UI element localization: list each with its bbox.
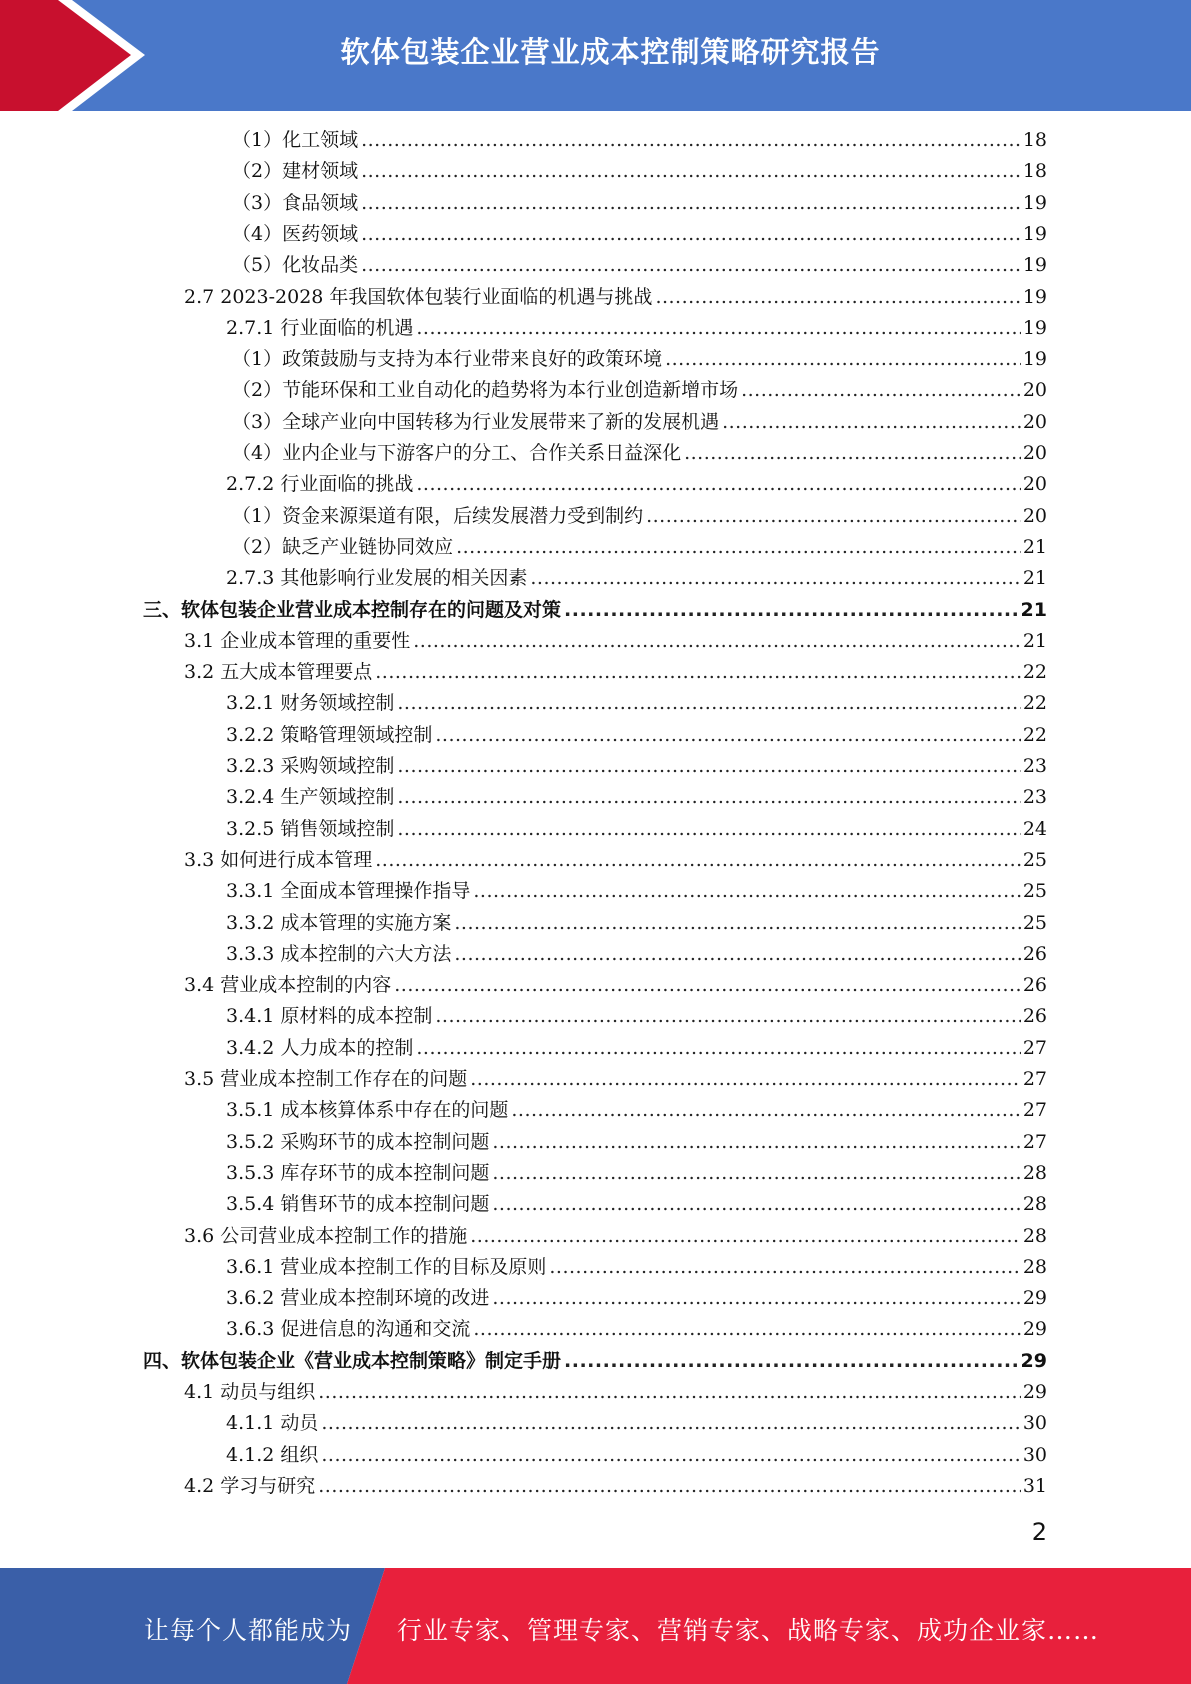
- toc-entry-label: 3.3.1 全面成本管理操作指导: [226, 880, 471, 903]
- toc-entry-label: 三、软体包装企业营业成本控制存在的问题及对策: [143, 598, 562, 621]
- toc-dot-leader: [394, 970, 1021, 1001]
- toc-entry[interactable]: [226, 1127, 1047, 1158]
- toc-entry-label: 4.1.2 组织: [226, 1443, 319, 1466]
- toc-entry-label: 2.7.2 行业面临的挑战: [226, 473, 414, 496]
- toc-entry-page: 30: [1022, 1443, 1047, 1466]
- toc-entry-label: 4.2 学习与研究: [184, 1474, 316, 1497]
- toc-entry-page: 27: [1022, 1068, 1047, 1090]
- toc-entry-label: 2.7.1 行业面临的机遇: [226, 316, 414, 339]
- toc-entry[interactable]: [226, 939, 1047, 970]
- toc-entry-label: 4.1.1 动员: [226, 1412, 319, 1435]
- toc-entry-label: 3.6.3 促进信息的沟通和交流: [226, 1318, 471, 1341]
- toc-entry-page: 19: [1022, 191, 1047, 214]
- toc-entry-label: 3.2.2 策略管理领域控制: [226, 723, 433, 746]
- toc-entry-page: 21: [1022, 535, 1047, 558]
- toc-entry-label: 3.6.1 营业成本控制工作的目标及原则: [226, 1255, 547, 1278]
- toc-entry-page: 20: [1022, 410, 1047, 433]
- toc-entry[interactable]: [143, 1346, 1047, 1377]
- toc-entry-label: 3.4 营业成本控制的内容: [184, 974, 392, 997]
- toc-entry-page: 19: [1022, 285, 1047, 308]
- toc-entry-page: 26: [1022, 974, 1047, 997]
- toc-entry[interactable]: [232, 188, 1047, 219]
- page-number: 2: [1031, 1518, 1047, 1546]
- toc-entry-page: 19: [1022, 316, 1047, 339]
- toc-entry[interactable]: [184, 626, 1047, 657]
- toc-entry-page: 22: [1022, 723, 1047, 746]
- toc-entry-page: 29: [1022, 1381, 1047, 1403]
- toc-entry-page: 29: [1020, 1349, 1047, 1372]
- footer-slogan-right: 行业专家、管理专家、营销专家、战略专家、成功企业家……: [397, 1616, 1100, 1645]
- toc-dot-leader: [684, 438, 1021, 469]
- toc-entry-label: 3.2.4 生产领域控制: [226, 786, 395, 809]
- toc-entry-page: 19: [1022, 348, 1047, 371]
- toc-dot-leader: [361, 250, 1021, 281]
- toc-entry[interactable]: [184, 970, 1047, 1001]
- toc-entry-label: （5）化妆品类: [232, 254, 359, 277]
- toc-dot-leader: [375, 657, 1021, 688]
- toc-entry[interactable]: [226, 1189, 1047, 1220]
- toc-dot-leader: [435, 720, 1020, 751]
- toc-entry-page: 28: [1022, 1161, 1047, 1184]
- toc-entry[interactable]: [226, 1283, 1047, 1314]
- toc-entry[interactable]: [226, 1440, 1047, 1471]
- toc-entry-label: 3.6.2 营业成本控制环境的改进: [226, 1287, 490, 1310]
- toc-entry[interactable]: [226, 1408, 1047, 1439]
- toc-dot-leader: [473, 876, 1020, 907]
- toc-dot-leader: [321, 1408, 1020, 1439]
- toc-dot-leader: [361, 156, 1021, 187]
- toc-entry-label: 3.5.2 采购环节的成本控制问题: [226, 1130, 490, 1153]
- toc-entry[interactable]: [232, 156, 1047, 187]
- toc-entry-page: 22: [1022, 661, 1047, 684]
- toc-entry-label: （2）建材领域: [232, 160, 359, 183]
- toc-entry-page: 19: [1022, 222, 1047, 245]
- toc-dot-leader: [473, 1314, 1020, 1345]
- toc-entry-label: 3.1 企业成本管理的重要性: [184, 629, 411, 652]
- toc-dot-leader: [655, 282, 1020, 313]
- toc-dot-leader: [722, 407, 1021, 438]
- toc-entry[interactable]: [226, 1095, 1047, 1126]
- toc-dot-leader: [397, 814, 1020, 845]
- toc-entry-page: 24: [1022, 817, 1047, 840]
- toc-entry-label: 3.3 如何进行成本管理: [184, 848, 373, 871]
- toc-entry-page: 28: [1022, 1193, 1047, 1216]
- toc-dot-leader: [741, 375, 1021, 406]
- toc-entry-page: 23: [1022, 786, 1047, 809]
- toc-entry-label: （4）医药领域: [232, 222, 359, 245]
- toc-entry[interactable]: [226, 876, 1047, 907]
- toc-entry-page: 18: [1022, 129, 1047, 151]
- toc-entry-label: 4.1 动员与组织: [184, 1381, 316, 1403]
- toc-entry-page: 26: [1022, 942, 1047, 965]
- toc-entry-label: （1）资金来源渠道有限，后续发展潜力受到制约: [232, 504, 644, 527]
- toc-entry-page: 22: [1022, 692, 1047, 715]
- toc-dot-leader: [361, 219, 1021, 250]
- toc-entry[interactable]: [226, 313, 1047, 344]
- toc-entry[interactable]: [226, 469, 1047, 500]
- toc-entry-label: 3.2.5 销售领域控制: [226, 817, 395, 840]
- toc-dot-leader: [413, 626, 1021, 657]
- toc-entry-page: 20: [1022, 379, 1047, 402]
- toc-entry[interactable]: [184, 1471, 1047, 1502]
- toc-dot-leader: [435, 1001, 1020, 1032]
- toc-entry[interactable]: [226, 1252, 1047, 1283]
- toc-entry[interactable]: [232, 501, 1047, 532]
- toc-entry[interactable]: [232, 438, 1047, 469]
- report-title: 软体包装企业营业成本控制策略研究报告: [340, 35, 881, 69]
- toc-entry-page: 18: [1022, 160, 1047, 183]
- toc-entry-label: 3.5 营业成本控制工作存在的问题: [184, 1068, 468, 1090]
- toc-dot-leader: [530, 563, 1020, 594]
- toc-entry-label: （2）缺乏产业链协同效应: [232, 535, 454, 558]
- toc-entry[interactable]: [226, 688, 1047, 719]
- toc-entry[interactable]: [226, 720, 1047, 751]
- toc-entry[interactable]: [232, 532, 1047, 563]
- toc-entry-label: 3.4.2 人力成本的控制: [226, 1036, 414, 1059]
- toc-entry-page: 21: [1022, 567, 1047, 590]
- toc-entry-page: 31: [1022, 1474, 1047, 1497]
- toc-entry[interactable]: [232, 219, 1047, 250]
- toc-entry-label: 3.3.2 成本管理的实施方案: [226, 911, 452, 934]
- toc-entry-label: （3）全球产业向中国转移为行业发展带来了新的发展机遇: [232, 410, 720, 433]
- toc-entry[interactable]: [226, 782, 1047, 813]
- toc-entry-page: 20: [1022, 442, 1047, 464]
- toc-entry-page: 27: [1022, 1036, 1047, 1059]
- toc-entry[interactable]: [184, 1221, 1047, 1252]
- toc-entry[interactable]: [184, 282, 1047, 313]
- toc-entry-page: 23: [1022, 755, 1047, 777]
- toc-entry-page: 29: [1022, 1287, 1047, 1310]
- toc-entry-label: 2.7.3 其他影响行业发展的相关因素: [226, 567, 528, 590]
- toc-entry[interactable]: [184, 1064, 1047, 1095]
- toc-entry-page: 21: [1022, 629, 1047, 652]
- toc-entry-label: （3）食品领域: [232, 191, 359, 214]
- toc-dot-leader: [318, 1471, 1021, 1502]
- toc-dot-leader: [564, 1346, 1019, 1377]
- toc-entry-page: 25: [1022, 880, 1047, 903]
- toc-dot-leader: [321, 1440, 1020, 1471]
- toc-dot-leader: [646, 501, 1021, 532]
- toc-entry-label: 3.5.1 成本核算体系中存在的问题: [226, 1099, 509, 1122]
- toc-entry-label: 2.7 2023-2028 年我国软体包装行业面临的机遇与挑战: [184, 285, 653, 308]
- toc-dot-leader: [492, 1127, 1020, 1158]
- toc-entry[interactable]: [226, 1158, 1047, 1189]
- toc-entry[interactable]: [232, 125, 1047, 156]
- toc-dot-leader: [511, 1095, 1020, 1126]
- toc-entry[interactable]: [232, 375, 1047, 406]
- toc-entry[interactable]: [232, 250, 1047, 281]
- toc-entry-label: 四、软体包装企业《营业成本控制策略》制定手册: [143, 1349, 562, 1372]
- toc-entry[interactable]: [226, 751, 1047, 782]
- toc-dot-leader: [361, 188, 1021, 219]
- toc-dot-leader: [456, 532, 1021, 563]
- toc-entry-page: 29: [1022, 1318, 1047, 1341]
- toc-dot-leader: [361, 125, 1021, 156]
- toc-entry-label: （1）政策鼓励与支持为本行业带来良好的政策环境: [232, 348, 663, 371]
- toc-entry[interactable]: [226, 1001, 1047, 1032]
- toc-entry-label: 3.3.3 成本控制的六大方法: [226, 942, 452, 965]
- toc-entry[interactable]: [226, 814, 1047, 845]
- toc-entry-page: 30: [1022, 1412, 1047, 1435]
- toc-entry[interactable]: [232, 344, 1047, 375]
- toc-dot-leader: [397, 782, 1020, 813]
- toc-dot-leader: [564, 595, 1019, 626]
- toc-entry-page: 20: [1022, 473, 1047, 496]
- toc-entry-page: 27: [1022, 1099, 1047, 1122]
- toc-dot-leader: [470, 1064, 1021, 1095]
- toc-entry-page: 28: [1022, 1255, 1047, 1278]
- toc-entry-label: 3.2.1 财务领域控制: [226, 692, 395, 715]
- toc-entry[interactable]: [232, 407, 1047, 438]
- toc-entry-page: 19: [1022, 254, 1047, 277]
- footer-slogan-left: 让每个人都能成为: [144, 1616, 353, 1645]
- toc-dot-leader: [416, 313, 1020, 344]
- toc-entry-label: 3.5.4 销售环节的成本控制问题: [226, 1193, 490, 1216]
- toc-entry-page: 27: [1022, 1130, 1047, 1153]
- toc-dot-leader: [454, 939, 1020, 970]
- toc-dot-leader: [492, 1189, 1020, 1220]
- toc-dot-leader: [454, 908, 1020, 939]
- toc-entry-label: 3.6 公司营业成本控制工作的措施: [184, 1224, 468, 1247]
- toc-entry-label: （2）节能环保和工业自动化的趋势将为本行业创造新增市场: [232, 379, 739, 402]
- toc-entry[interactable]: [226, 563, 1047, 594]
- toc-entry[interactable]: [226, 1314, 1047, 1345]
- toc-entry-page: 21: [1020, 598, 1047, 621]
- toc-entry-page: 25: [1022, 911, 1047, 934]
- toc-entry[interactable]: [143, 595, 1047, 626]
- page-footer: [0, 1568, 1191, 1684]
- toc-dot-leader: [416, 1033, 1020, 1064]
- toc-dot-leader: [492, 1283, 1020, 1314]
- toc-entry-label: 3.2.3 采购领域控制: [226, 755, 395, 777]
- toc-entry[interactable]: [184, 1377, 1047, 1408]
- toc-entry-label: （4）业内企业与下游客户的分工、合作关系日益深化: [232, 442, 682, 464]
- toc-dot-leader: [397, 751, 1020, 782]
- toc-entry-label: 3.4.1 原材料的成本控制: [226, 1005, 433, 1028]
- toc-dot-leader: [318, 1377, 1021, 1408]
- toc-entry-label: 3.2 五大成本管理要点: [184, 661, 373, 684]
- toc-entry-page: 25: [1022, 848, 1047, 871]
- toc-entry-page: 26: [1022, 1005, 1047, 1028]
- toc-dot-leader: [397, 688, 1020, 719]
- page-header: [0, 0, 1191, 111]
- toc-entry[interactable]: [226, 1033, 1047, 1064]
- toc-entry-page: 28: [1022, 1224, 1047, 1247]
- toc-entry-label: （1）化工领域: [232, 129, 359, 151]
- toc-entry[interactable]: [226, 908, 1047, 939]
- toc-dot-leader: [375, 845, 1021, 876]
- toc-dot-leader: [665, 344, 1021, 375]
- toc-entry[interactable]: [184, 657, 1047, 688]
- toc-dot-leader: [416, 469, 1020, 500]
- toc-dot-leader: [470, 1221, 1021, 1252]
- toc-dot-leader: [549, 1252, 1020, 1283]
- toc-entry[interactable]: [184, 845, 1047, 876]
- toc-dot-leader: [492, 1158, 1020, 1189]
- toc-entry-page: 20: [1022, 504, 1047, 527]
- toc-entry-label: 3.5.3 库存环节的成本控制问题: [226, 1161, 490, 1184]
